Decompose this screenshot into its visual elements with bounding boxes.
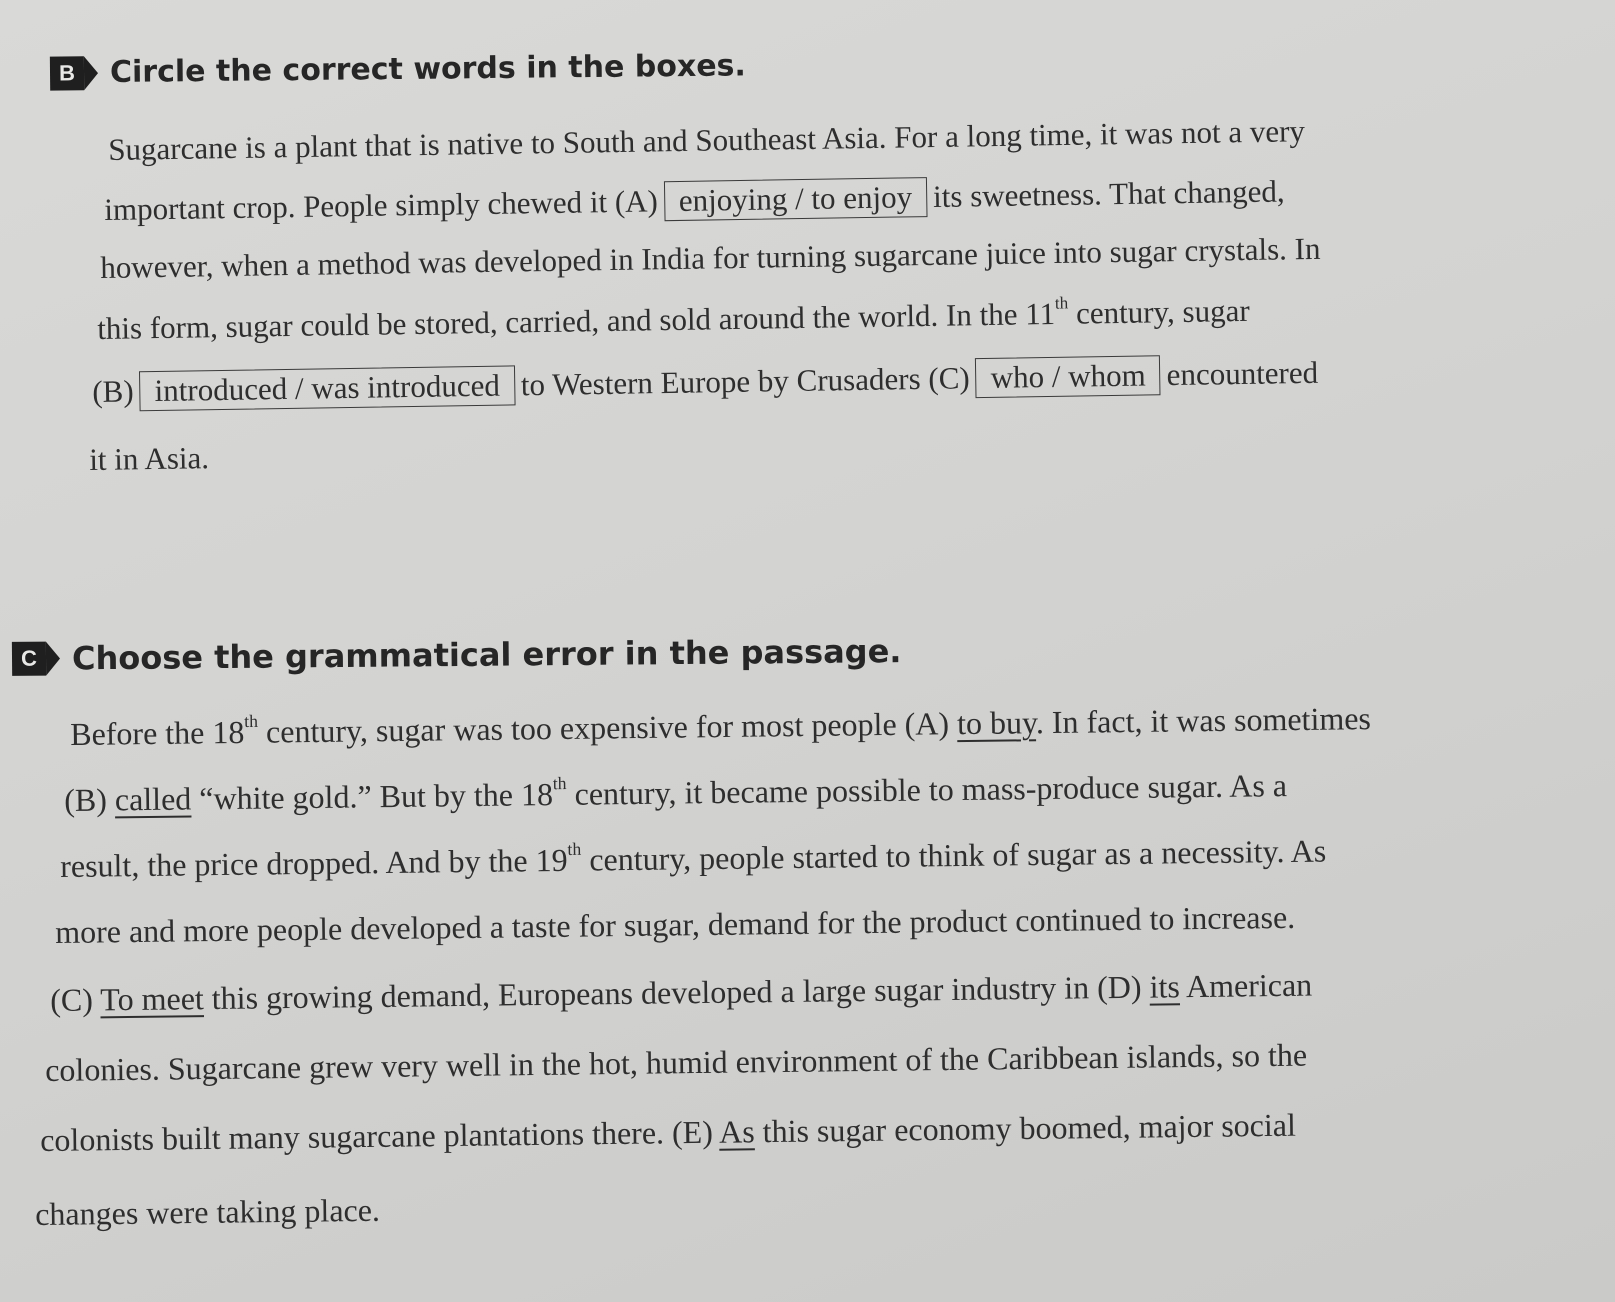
- ordinal-superscript: th: [552, 773, 567, 794]
- passage-text: it in Asia.: [89, 440, 210, 477]
- option-e-underlined[interactable]: As: [718, 1113, 755, 1150]
- option-d-underlined[interactable]: its: [1149, 968, 1181, 1005]
- passage-b-line-4: [97, 293, 1250, 347]
- passage-text: changes were taking place.: [35, 1191, 381, 1232]
- choice-box-b[interactable]: introduced / was introduced: [139, 365, 515, 411]
- passage-text: its sweetness. That changed,: [932, 173, 1285, 214]
- option-a-underlined[interactable]: to buy: [956, 704, 1037, 742]
- passage-text: (B): [92, 373, 134, 409]
- passage-text: this growing demand, Europeans developed a large sugar industry in (D): [203, 968, 1150, 1017]
- ordinal-superscript: th: [244, 710, 259, 732]
- passage-text: colonists built many sugarcane plantations there. (E): [40, 1113, 720, 1158]
- passage-text: however, when a method was developed in India for turning sugarcane juice into sugar crystals. In: [100, 230, 1321, 285]
- passage-text: Before the 18: [70, 713, 245, 752]
- passage-c-line-2: [64, 767, 1287, 819]
- section-c-heading: [12, 632, 902, 678]
- passage-text: American: [1179, 966, 1313, 1005]
- passage-text: (B): [64, 781, 116, 818]
- passage-text: colonies. Sugarcane grew very well in the hot, humid environment of the Caribbean islands, so the: [45, 1036, 1308, 1088]
- option-c-underlined[interactable]: To meet: [100, 980, 205, 1018]
- passage-text: century, sugar: [1068, 292, 1250, 331]
- choice-box-c[interactable]: who / whom: [975, 355, 1161, 398]
- passage-c-line-4: [55, 899, 1295, 951]
- passage-text: century, it became possible to mass-produce sugar. As a: [566, 767, 1288, 812]
- choice-box-a[interactable]: enjoying / to enjoy: [664, 177, 928, 221]
- passage-c-line-1: [70, 700, 1371, 753]
- passage-text: . In fact, it was sometimes: [1035, 700, 1372, 741]
- passage-b-line-2: [104, 171, 1285, 230]
- passage-b-line-3: [100, 231, 1321, 286]
- passage-b-line-6: [89, 440, 209, 478]
- passage-text: century, sugar was too expensive for most people (A): [257, 705, 958, 750]
- passage-c-line-8: [35, 1192, 380, 1233]
- section-b-badge: [50, 56, 84, 90]
- passage-text: this form, sugar could be stored, carried, and sold around the world. In the 11: [97, 295, 1056, 346]
- passage-text: more and more people developed a taste for sugar, demand for the product continued to increase.: [55, 898, 1296, 950]
- passage-c-line-5: [50, 967, 1312, 1019]
- passage-text: important crop. People simply chewed it (A): [104, 183, 659, 227]
- passage-b-line-1: [108, 113, 1305, 168]
- passage-c-line-6: [45, 1037, 1307, 1089]
- passage-text: century, people started to think of sugar as a necessity. As: [581, 832, 1327, 878]
- section-b-letter: B: [58, 59, 76, 86]
- passage-b-line-5: [92, 353, 1318, 412]
- passage-c-line-7: [40, 1107, 1296, 1159]
- passage-text: this sugar economy boomed, major social: [754, 1106, 1297, 1150]
- passage-text: encountered: [1166, 354, 1319, 393]
- section-c-instruction: Choose the grammatical error in the passage.: [71, 632, 902, 678]
- passage-text: Sugarcane is a plant that is native to South and Southeast Asia. For a long time, it was not a very: [108, 113, 1306, 167]
- section-c-badge: [12, 642, 46, 676]
- option-b-underlined[interactable]: called: [114, 780, 192, 818]
- section-b-heading: [50, 48, 746, 90]
- passage-text: to Western Europe by Crusaders (C): [520, 360, 970, 403]
- passage-text: result, the price dropped. And by the 19: [60, 841, 568, 884]
- passage-text: (C): [50, 981, 101, 1018]
- section-c-letter: C: [20, 645, 38, 671]
- section-b-instruction: Circle the correct words in the boxes.: [109, 48, 747, 91]
- passage-text: “white gold.” But by the 18: [191, 776, 554, 817]
- ordinal-superscript: th: [567, 838, 582, 859]
- ordinal-superscript: th: [1054, 293, 1069, 313]
- passage-c-line-3: [60, 833, 1326, 885]
